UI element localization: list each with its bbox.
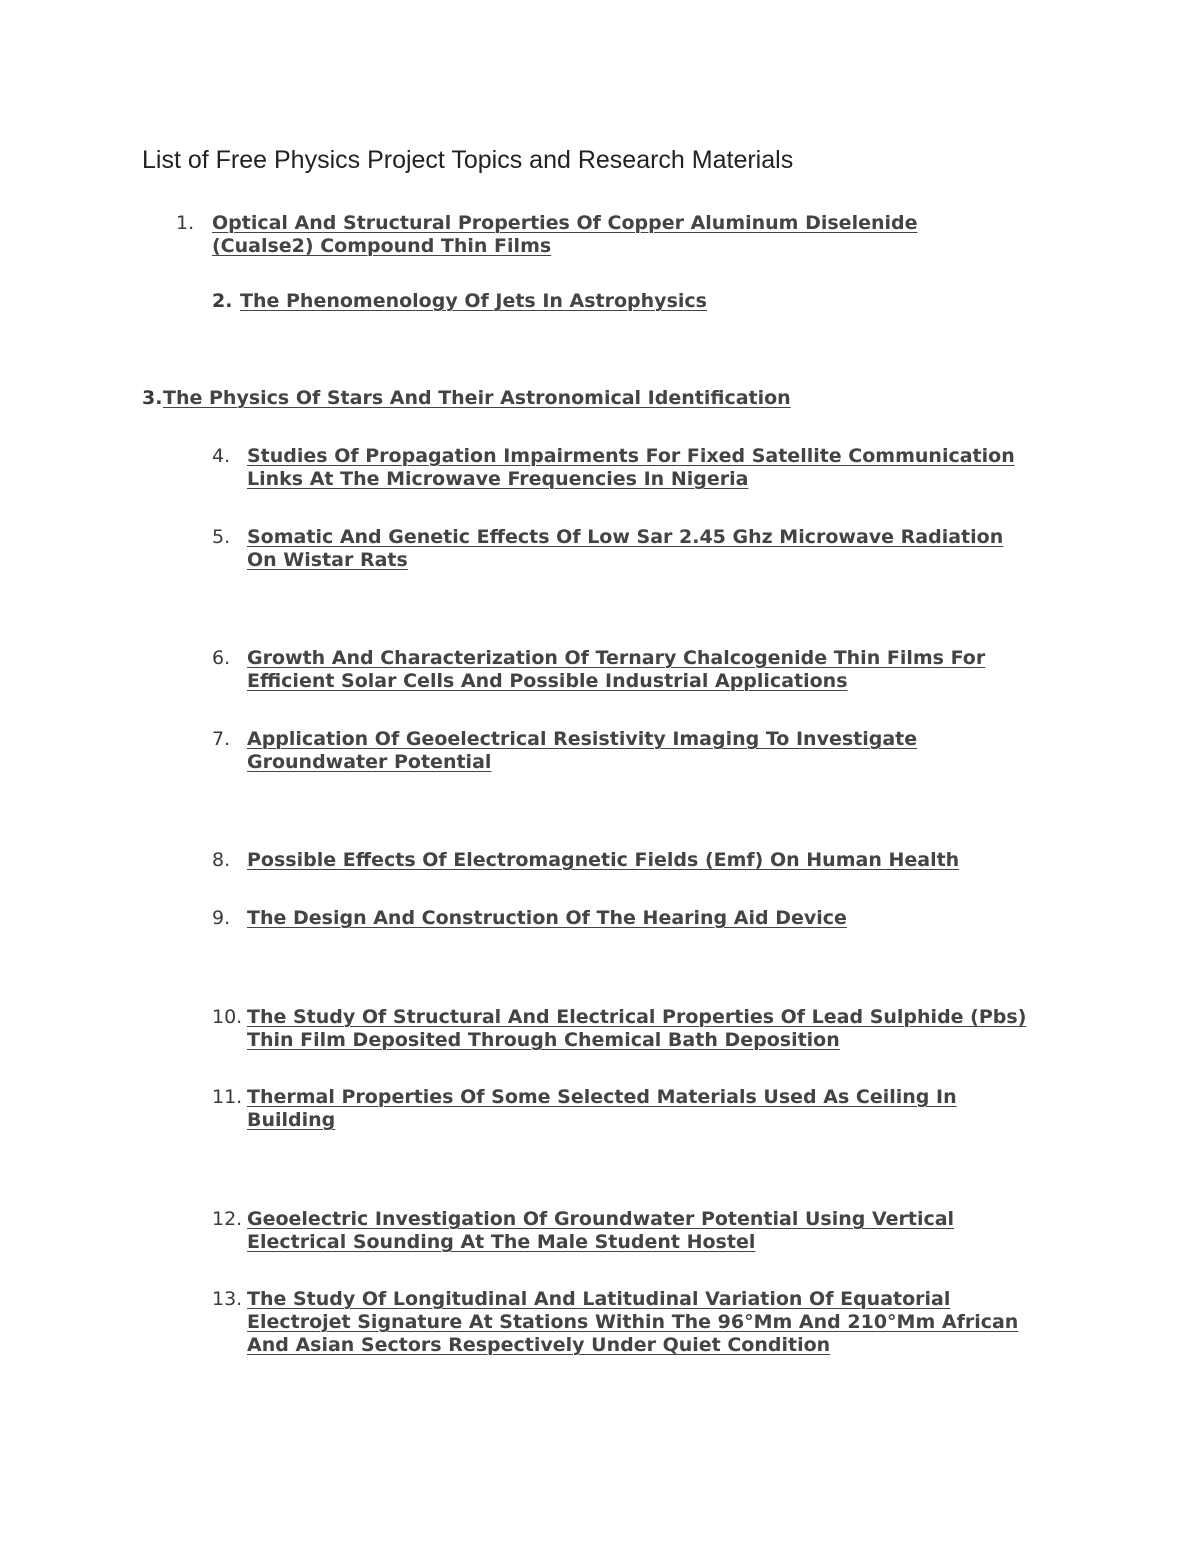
list-item-number: 3. xyxy=(142,387,163,409)
topic-link[interactable]: Studies Of Propagation Impairments For Fixed Satellite Communication Links At The Microwave Frequencies In Nigeria xyxy=(247,445,1015,490)
list-item-number: 1. xyxy=(176,212,195,234)
topic-link[interactable]: The Design And Construction Of The Hearing Aid Device xyxy=(247,907,847,929)
list-item-number: 11. xyxy=(212,1086,243,1108)
topic-link[interactable]: Growth And Characterization Of Ternary Chalcogenide Thin Films For Efficient Solar Cells And Possible Industrial Applications xyxy=(247,647,986,692)
list-item xyxy=(212,1006,1026,1052)
topic-link[interactable]: The Study Of Longitudinal And Latitudinal Variation Of Equatorial Electrojet Signature At Stations Within The 96°Mm And 210°Mm African And Asian Sectors Respectively Under Quiet Condition xyxy=(247,1288,1019,1356)
topic-link[interactable]: The Study Of Structural And Electrical Properties Of Lead Sulphide (Pbs) Thin Film Deposited Through Chemical Bath Deposition xyxy=(247,1006,1027,1051)
page-title: List of Free Physics Project Topics and Research Materials xyxy=(142,146,794,174)
topic-link[interactable]: Application Of Geoelectrical Resistivity Imaging To Investigate Groundwater Potential xyxy=(247,728,918,773)
list-item xyxy=(212,445,1015,491)
topic-link[interactable]: Geoelectric Investigation Of Groundwater Potential Using Vertical Electrical Sounding At The Male Student Hostel xyxy=(247,1208,955,1253)
list-item xyxy=(212,849,959,872)
topic-link[interactable]: The Phenomenology Of Jets In Astrophysics xyxy=(240,290,707,312)
list-item-number: 9. xyxy=(212,907,231,929)
list-item-number: 10. xyxy=(212,1006,243,1028)
list-item-number: 7. xyxy=(212,728,231,750)
list-item xyxy=(212,728,917,774)
list-item xyxy=(176,212,918,258)
topic-link[interactable]: The Physics Of Stars And Their Astronomical Identification xyxy=(163,387,791,409)
list-item xyxy=(212,1086,957,1132)
list-item xyxy=(212,1288,1018,1357)
list-item xyxy=(212,907,847,930)
list-item xyxy=(212,290,707,313)
list-item xyxy=(212,647,985,693)
list-item xyxy=(212,1208,954,1254)
topic-link[interactable]: Possible Effects Of Electromagnetic Fields (Emf) On Human Health xyxy=(247,849,960,871)
topic-link[interactable]: Thermal Properties Of Some Selected Materials Used As Ceiling In Building xyxy=(247,1086,957,1131)
list-item-number: 4. xyxy=(212,445,231,467)
list-item xyxy=(142,387,791,410)
topic-link[interactable]: Optical And Structural Properties Of Copper Aluminum Diselenide (Cualse2) Compound Thin Films xyxy=(212,212,918,257)
list-item-number: 13. xyxy=(212,1288,243,1310)
list-item-number: 12. xyxy=(212,1208,243,1230)
list-item xyxy=(212,526,1003,572)
list-item-number: 6. xyxy=(212,647,231,669)
topic-link[interactable]: Somatic And Genetic Effects Of Low Sar 2.45 Ghz Microwave Radiation On Wistar Rats xyxy=(247,526,1004,571)
list-item-number: 5. xyxy=(212,526,231,548)
list-item-number: 8. xyxy=(212,849,231,871)
list-item-number: 2. xyxy=(212,290,233,312)
